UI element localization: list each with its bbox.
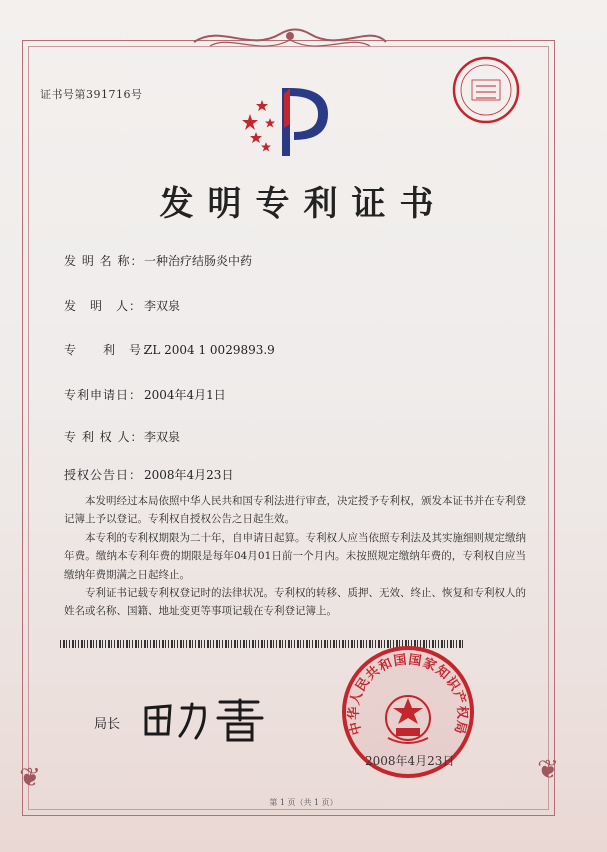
field-inventor (64, 297, 180, 314)
body-paragraph: 本专利的专利权期限为二十年，自申请日起算。专利权人应当依照专利法及其实施细则规定缴纳年费。缴纳本专利年费的期限是每年04月01日前一个月内。未按照规定缴纳年费的，专利权自应当缴纳年费期满之日起终止。 (64, 531, 526, 581)
field-value: 2004年4月1日 (144, 388, 226, 402)
field-value: 一种治疗结肠炎中药 (144, 254, 253, 268)
certificate-number: 证书号第391716号 (40, 88, 143, 101)
field-value: 李双泉 (144, 430, 181, 444)
top-ornament (190, 22, 390, 54)
field-value: 李双泉 (144, 299, 181, 313)
field-label: 专 利 权 人： (64, 430, 144, 444)
field-invention-name (64, 252, 252, 269)
field-label: 专利申请日： (64, 388, 143, 402)
field-application-date (64, 386, 226, 403)
field-label: 专 利 号： (64, 343, 156, 357)
body-paragraph: 本发明经过本局依照中华人民共和国专利法进行审查，决定授予专利权，颁发本证书并在专利登记簿上予以登记。专利权自授权公告之日起生效。 (64, 495, 526, 526)
field-label: 发 明 人： (64, 299, 143, 313)
corner-ornament-bottom-left: ❦ (19, 763, 41, 793)
page-number: 第 1 页（共 1 页） (269, 798, 338, 807)
field-value: ZL 2004 1 0029893.9 (144, 343, 275, 357)
field-value: 2008年4月23日 (144, 468, 234, 482)
patent-office-logo (236, 84, 336, 162)
corner-ornament-bottom-right: ❦ (537, 755, 559, 785)
field-patent-number (64, 341, 275, 358)
body-paragraph: 专利证书记载专利权登记时的法律状况。专利权的转移、质押、无效、终止、恢复和专利权人的姓名或名称、国籍、地址变更等事项记载在专利登记簿上。 (64, 587, 526, 618)
field-label: 发 明 名 称： (64, 254, 144, 268)
certificate-body (64, 492, 526, 621)
field-patentee (64, 428, 180, 445)
seal-text: 中华人民共和国国家知识产权局 (346, 652, 470, 737)
certificate-title: 发明专利证书 (159, 184, 448, 224)
director-label: 局长 (94, 717, 121, 732)
field-grant-date (64, 466, 233, 483)
seal-date: 2008年4月23日 (365, 754, 455, 768)
field-label: 授权公告日： (64, 468, 143, 482)
director-signature (140, 694, 280, 744)
tax-stamp-seal (450, 54, 522, 126)
